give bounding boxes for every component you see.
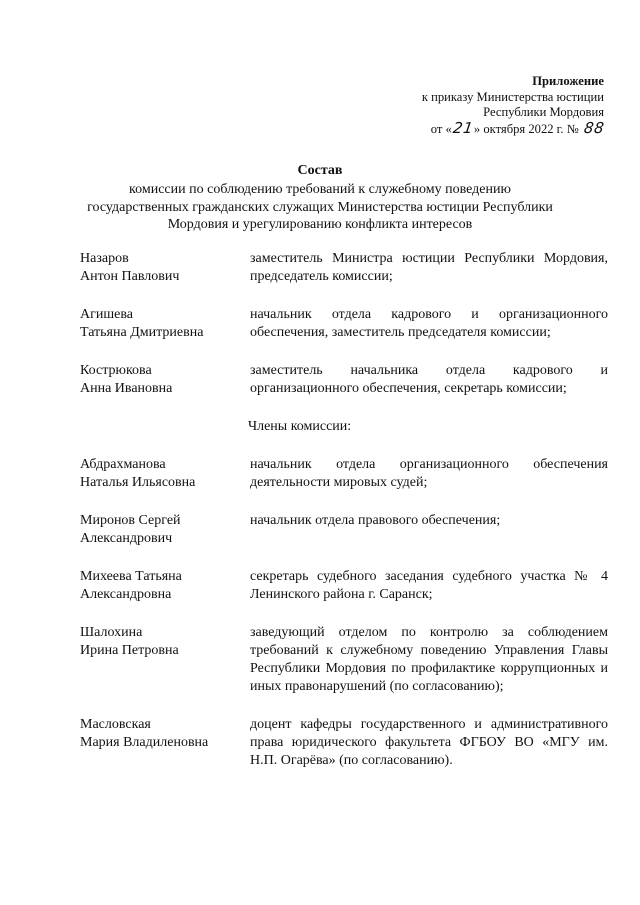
- member-role: секретарь судебного заседания судебного участка № 4 Ленинского района г. Саранск;: [250, 569, 608, 602]
- member-surname: Масловская: [80, 717, 151, 732]
- subtitle-line: Мордовия и урегулированию конфликта интересов: [167, 217, 473, 232]
- appendix-line-1: к приказу Министерства юстиции: [421, 89, 604, 104]
- member-role: начальник отдела организационного обеспечения деятельности мировых судей;: [250, 457, 608, 490]
- member-name: [80, 456, 250, 492]
- member-given-names: Татьяна Дмитриевна: [80, 325, 204, 340]
- member-name: [80, 716, 250, 752]
- handwritten-date-day: 21: [451, 118, 475, 137]
- appendix-header: [324, 74, 604, 137]
- commission-entry: [80, 716, 610, 770]
- member-given-names: Мария Владиленовна: [80, 735, 209, 750]
- member-role: заместитель Министра юстиции Республики Мордовия, председатель комиссии;: [250, 251, 608, 284]
- member-surname: Кострюкова: [80, 363, 152, 378]
- member-given-names: Ирина Петровна: [80, 643, 179, 658]
- member-surname: Назаров: [80, 251, 129, 266]
- member-surname: Шалохина: [80, 625, 143, 640]
- member-surname: Агишева: [80, 307, 133, 322]
- handwritten-order-number: 88: [582, 118, 606, 137]
- member-role: начальник отдела правового обеспечения;: [250, 513, 501, 528]
- member-name: [80, 512, 250, 548]
- document-title: Состав: [297, 163, 343, 178]
- appendix-date-line: [324, 118, 606, 138]
- subtitle-line: государственных гражданских служащих Министерства юстиции Республики: [87, 199, 553, 215]
- subtitle-line: комиссии по соблюдению требований к служебному поведению: [129, 182, 511, 197]
- member-given-names: Александровна: [80, 587, 172, 602]
- member-name: [80, 306, 250, 342]
- commission-entry: [80, 306, 610, 342]
- member-role: доцент кафедры государственного и административного права юридического факультета ФГБОУ ВО «МГУ им. Н.П. Огарёва» (по согласованию).: [250, 717, 608, 768]
- member-name: [80, 568, 250, 604]
- member-role: начальник отдела кадрового и организационного обеспечения, заместитель председателя комиссии;: [250, 307, 608, 340]
- member-name: [80, 362, 250, 398]
- member-given-names: Наталья Ильясовна: [80, 475, 196, 490]
- document-subtitle: [0, 181, 640, 234]
- member-role: заведующий отделом по контролю за соблюдением требований к служебному поведению Управления Главы Республики Мордовия по профилактике коррупционных и иных правонарушений (по согласованию);: [250, 625, 608, 694]
- date-suffix: » октября 2022 г. №: [473, 121, 579, 136]
- member-role: заместитель начальника отдела кадрового и организационного обеспечения, секретарь комиссии;: [250, 363, 608, 396]
- member-surname: Михеева Татьяна: [80, 569, 182, 584]
- commission-entry: [80, 568, 610, 604]
- date-prefix: от «: [430, 121, 452, 136]
- member-given-names: Анна Ивановна: [80, 381, 173, 396]
- member-given-names: Антон Павлович: [80, 269, 180, 284]
- member-surname: Абдрахманова: [80, 457, 166, 472]
- commission-entry: [80, 512, 610, 548]
- members-heading: Члены комиссии:: [248, 419, 352, 434]
- commission-entry: [80, 362, 610, 398]
- member-surname: Миронов Сергей: [80, 513, 181, 528]
- member-name: [80, 250, 250, 286]
- commission-entry: [80, 456, 610, 492]
- commission-entry: [80, 250, 610, 286]
- appendix-title: Приложение: [532, 74, 604, 88]
- member-given-names: Александрович: [80, 531, 173, 546]
- appendix-line-2: Республики Мордовия: [483, 105, 604, 119]
- commission-list: [80, 250, 610, 790]
- member-name: [80, 624, 250, 660]
- commission-entry: [80, 624, 610, 696]
